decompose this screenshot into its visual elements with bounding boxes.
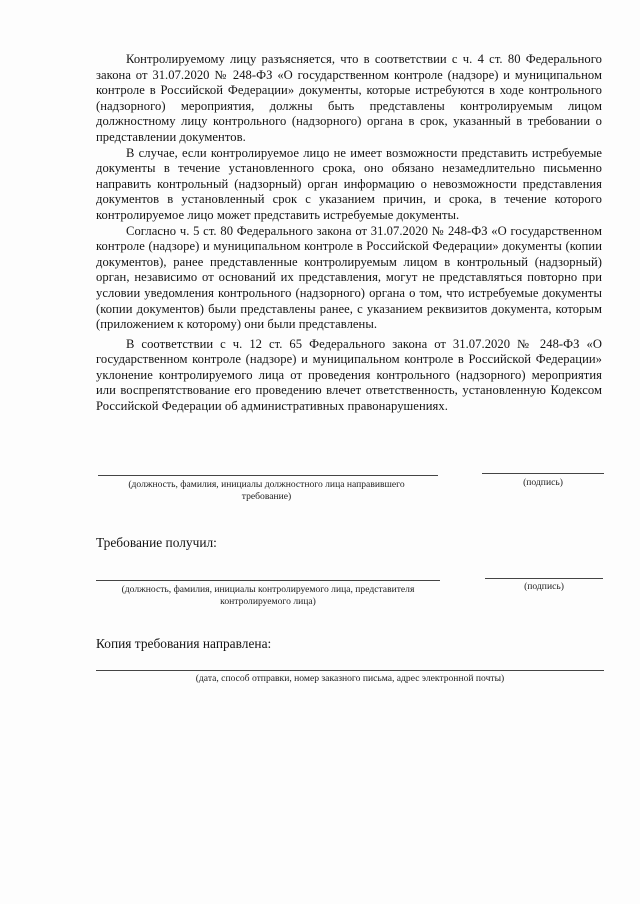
document-body [96,52,602,415]
paragraph-clarification: Контролируемому лицу разъясняется, что в соответствии с ч. 4 ст. 80 Федерального закона от 31.07.2020 № 248-ФЗ «О государственном контроле (надзоре) и муниципальном контроле в Российской Федерации» документы, которые истребуются в ходе контрольного (надзорного) мероприятия, должны быть представлены контролируемым лицом должностному лицу контрольного (надзорного) органа в срок, указанный в требовании о представлении документов. [96,52,602,144]
recipient-name-line [96,580,440,581]
official-signature-line [482,473,604,474]
copy-sent-caption: (дата, способ отправки, номер заказного письма, адрес электронной почты) [195,673,505,684]
recipient-signature-line [485,578,603,579]
paragraph-previously-submitted: Согласно ч. 5 ст. 80 Федерального закона от 31.07.2020 № 248-ФЗ «О государственном контроле (надзоре) и муниципальном контроле в Российской Федерации» документы (копии документов), ранее представленные контролируемым лицом в контрольный (надзорный) орган, независимо от оснований их представления, могут не представляться повторно при условии уведомления контрольного (надзорного) органа о том, что истребуемые документы (копии документов) были представлены ранее, с указанием реквизитов документа, которым (приложением к которому) они были представлены. [96,223,602,332]
received-label: Требование получил: [96,535,217,550]
official-name-line [98,475,438,476]
copy-sent-line [96,670,604,671]
paragraph-liability: В соответствии с ч. 12 ст. 65 Федерального закона от 31.07.2020 № 248-ФЗ «О государственном контроле (надзоре) и муниципальном контроле в Российской Федерации» уклонение контролируемого лица от проведения контрольного (надзорного) мероприятия или воспрепятствование его проведению влечет ответственность, установленную Кодексом Российской Федерации об административных правонарушениях. [96,336,602,414]
paragraph-inability-to-submit: В случае, если контролируемое лицо не имеет возможности представить истребуемые документы в течение установленного срока, оно обязано незамедлительно письменно направить контрольный (надзорный) орган информацию о невозможности представления документов в установленный срок с указанием причин, и срока, в течение которого контролируемое лицо может представить истребуемые документы. [96,145,602,222]
official-name-caption: (должность, фамилия, инициалы должностного лица направившего требование) [128,479,405,502]
recipient-signature-caption: (подпись) [524,581,564,592]
copy-sent-label: Копия требования направлена: [96,636,272,651]
recipient-name-caption: (должность, фамилия, инициалы контролируемого лица, представителя контролируемого лица) [121,584,415,607]
official-signature-caption: (подпись) [523,477,563,488]
